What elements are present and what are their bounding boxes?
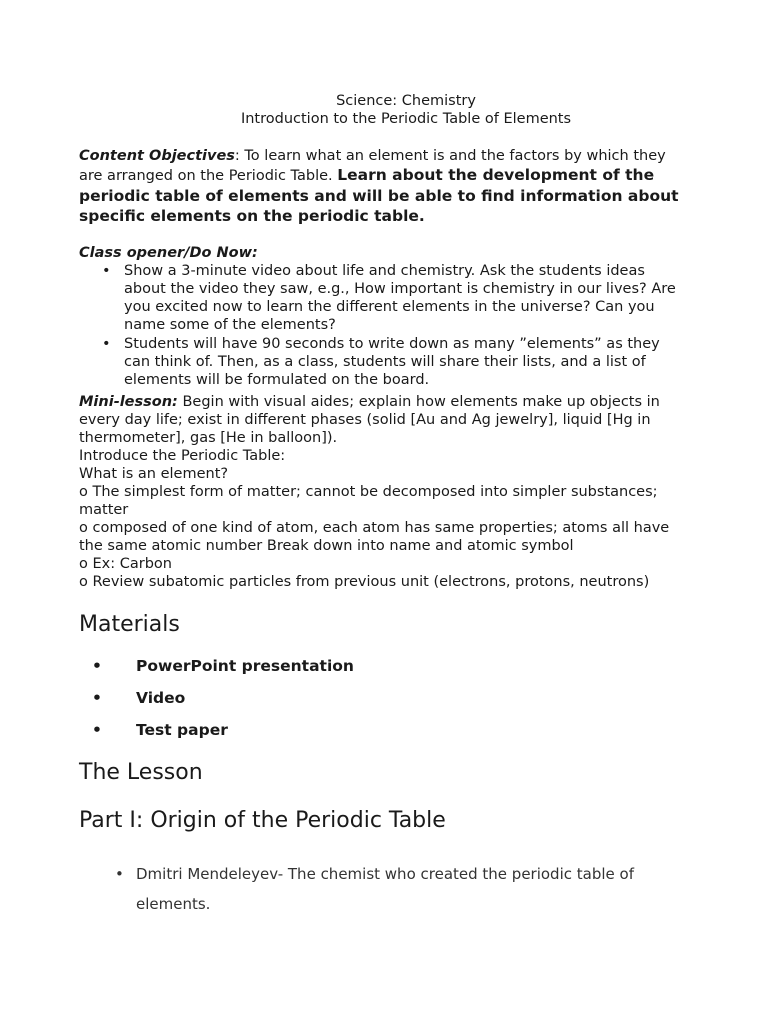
opener-label: Class opener/Do Now:	[79, 245, 258, 261]
bullet-icon: •	[92, 689, 102, 707]
bullet-icon: •	[92, 721, 102, 739]
list-item	[79, 687, 354, 719]
mini-lesson-intro	[79, 393, 679, 447]
list-item	[79, 655, 354, 687]
mini-lesson-line: o Ex: Carbon	[79, 556, 172, 572]
list-item	[79, 335, 679, 389]
part1-item-text: Dmitri Mendeleyev- The chemist who created the periodic table of elements.	[136, 865, 634, 913]
subject-title: Science: Chemistry	[336, 93, 476, 109]
bullet-icon: •	[115, 865, 124, 883]
material-item-text: Video	[136, 689, 186, 707]
objectives-bold-text: Learn about the development of the periodic table of elements and will be able to find information about specific elements on the periodic table.	[79, 166, 679, 225]
part1-heading: Part I: Origin of the Periodic Table	[79, 808, 446, 833]
objectives-text: : To learn what an element is and the factors by which they are arranged on the Periodic Table.	[79, 148, 666, 184]
list-item	[79, 859, 689, 919]
objectives-label: Content Objectives	[79, 148, 235, 164]
bullet-icon: •	[102, 263, 111, 279]
document-title-block	[0, 92, 768, 128]
mini-lesson-line: What is an element?	[79, 466, 229, 482]
content-objectives	[79, 147, 679, 227]
mini-lesson-line: o composed of one kind of atom, each atom has same properties; atoms all have the same atomic number Break down into name and atomic symbol	[79, 520, 670, 554]
part1-list	[79, 859, 689, 919]
materials-list	[79, 655, 354, 751]
mini-lesson-line: Introduce the Periodic Table:	[79, 448, 286, 464]
mini-lesson-text: Begin with visual aides; explain how elements make up objects in every day life; exist in different phases (solid [Au and Ag jewelry], liquid [Hg in thermometer], gas [He in balloon]).	[79, 394, 660, 446]
list-item	[79, 719, 354, 751]
material-item-text: PowerPoint presentation	[136, 657, 354, 675]
mini-lesson-label: Mini-lesson:	[79, 394, 178, 410]
list-item	[79, 262, 679, 334]
bullet-icon: •	[92, 657, 102, 675]
materials-heading: Materials	[79, 612, 180, 637]
material-item-text: Test paper	[136, 721, 228, 739]
opener-item-text: Show a 3-minute video about life and chemistry. Ask the students ideas about the video they saw, e.g., How important is chemistry in our lives? Are you excited now to learn the different elements in the universe? Can you name some of the elements?	[124, 263, 676, 333]
mini-lesson-line: o The simplest form of matter; cannot be decomposed into simpler substances; matter	[79, 484, 658, 518]
lesson-heading: The Lesson	[79, 760, 203, 785]
mini-lesson	[79, 393, 679, 591]
opener-list	[79, 262, 679, 389]
bullet-icon: •	[102, 336, 111, 352]
mini-lesson-line: o Review subatomic particles from previous unit (electrons, protons, neutrons)	[79, 574, 650, 590]
opener-item-text: Students will have 90 seconds to write down as many ”elements” as they can think of. Then, as a class, students will share their lists, and a list of elements will be formulated on the board.	[124, 336, 660, 388]
class-opener	[79, 244, 679, 390]
lesson-title: Introduction to the Periodic Table of Elements	[240, 111, 572, 127]
